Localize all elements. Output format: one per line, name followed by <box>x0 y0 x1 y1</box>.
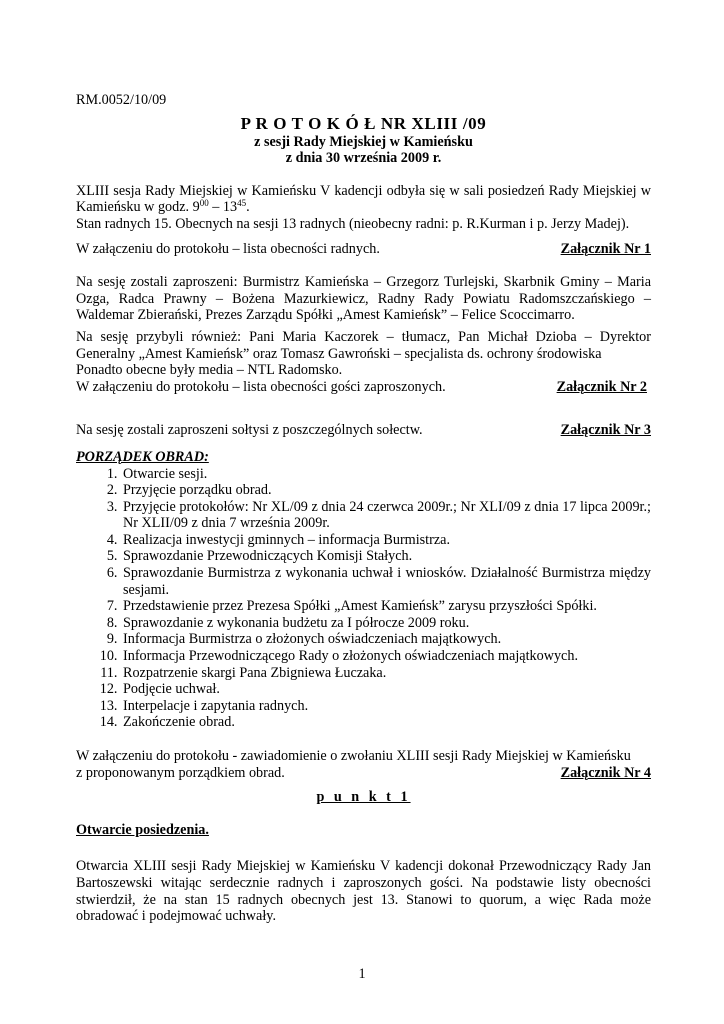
agenda-item: 3. Przyjęcie protokołów: Nr XL/09 z dnia 24 czerwca 2009r.; Nr XLI/09 z dnia 17 lipca 2009r.; Nr XLII/09 z dnia 7 września 2009r. <box>121 499 651 532</box>
agenda-item: 5. Sprawozdanie Przewodniczących Komisji Stałych. <box>121 548 651 565</box>
agenda-item: 7. Przedstawienie przez Prezesa Spółki „Amest Kamieńsk” zarysu przyszłości Spółki. <box>121 598 651 615</box>
attendance-line: Stan radnych 15. Obecnych na sesji 13 radnych (nieobecny radni: p. R.Kurman i p. Jerzy Madej). <box>76 215 630 232</box>
document-reference: RM.0052/10/09 <box>76 92 167 108</box>
agenda-item: 4. Realizacja inwestycji gminnych – informacja Burmistrza. <box>121 532 651 549</box>
agenda-heading: PORZĄDEK OBRAD: <box>76 448 209 465</box>
attachment-3-label: Załącznik Nr 3 <box>560 422 651 439</box>
attachment-2-text: W załączeniu do protokołu – lista obecności gości zaproszonych. <box>76 378 446 395</box>
attachment-2-label: Załącznik Nr 2 <box>556 378 647 395</box>
document-subtitle-session: z sesji Rady Miejskiej w Kamieńsku <box>254 133 473 150</box>
agenda-item: 11. Rozpatrzenie skargi Pana Zbigniewa Łuczaka. <box>121 665 651 682</box>
arrived-guests-paragraph: Na sesję przybyli również: Pani Maria Kaczorek – tłumacz, Pan Michał Dzioba – Dyrektor Generalny „Amest Kamieńsk” oraz Tomasz Gawroński – specjalista ds. ochrony środowiska <box>76 328 651 362</box>
attachment-1-row <box>76 241 651 258</box>
page-number: 1 <box>358 966 366 982</box>
agenda-item: 6. Sprawozdanie Burmistrza z wykonania uchwał i wniosków. Działalność Burmistrza między sesjami. <box>121 565 651 598</box>
agenda-item: 13. Interpelacje i zapytania radnych. <box>121 698 651 715</box>
intro-text: XLIII sesja Rady Miejskiej w Kamieńsku V kadencji odbyła się w sali posiedzeń Rady Miejskiej w Kamieńsku w godz. 9 <box>76 182 651 216</box>
point-1-heading: p u n k t 1 <box>316 789 411 806</box>
attachment-3-row <box>76 422 651 439</box>
agenda-item: 12. Podjęcie uchwał. <box>121 681 651 698</box>
intro-paragraph <box>76 183 651 216</box>
media-line: Ponadto obecne były media – NTL Radomsko. <box>76 362 343 379</box>
attachment-1-text: W załączeniu do protokołu – lista obecności radnych. <box>76 240 380 257</box>
agenda-item: 10. Informacja Przewodniczącego Rady o złożonych oświadczeniach majątkowych. <box>121 648 651 665</box>
intro-dot: . <box>246 199 250 216</box>
point-1-subheading: Otwarcie posiedzenia. <box>76 821 209 838</box>
attachment-1-label: Załącznik Nr 1 <box>560 240 651 257</box>
attachment-4-row <box>76 765 651 782</box>
agenda-item: 1. Otwarcie sesji. <box>121 466 651 483</box>
attachment-3-text: Na sesję zostali zaproszeni sołtysi z poszczególnych sołectw. <box>76 422 423 439</box>
agenda-item: 2. Przyjęcie porządku obrad. <box>121 482 651 499</box>
attachment-4-text-line1: W załączeniu do protokołu - zawiadomienie o zwołaniu XLIII sesji Rady Miejskiej w Kamieńsku <box>76 748 631 764</box>
document-title: P R O T O K Ó Ł NR XLIII /09 <box>240 113 487 133</box>
invited-guests-paragraph: Na sesję zostali zaproszeni: Burmistrz Kamieńska – Grzegorz Turlejski, Skarbnik Gminy – Maria Ozga, Radca Prawny – Bożena Mazurkiewicz, Radny Rady Powiatu Radomszczańskiego – Waldemar Zbierański, Prezes Zarządu Spółki „Amest Kamieńsk” – Felice Scoccimarro. <box>76 274 651 324</box>
agenda-list <box>76 466 651 732</box>
agenda-item: 14. Zakończenie obrad. <box>121 714 651 731</box>
agenda-item: 8. Sprawozdanie z wykonania budżetu za I półrocze 2009 roku. <box>121 615 651 632</box>
attachment-4-text-line2: z proponowanym porządkiem obrad. <box>76 764 285 781</box>
time-start-superscript: 00 <box>199 198 209 209</box>
attachment-4-label: Załącznik Nr 4 <box>560 764 651 781</box>
attachment-2-row <box>76 379 651 396</box>
point-1-body: Otwarcia XLIII sesji Rady Miejskiej w Kamieńsku V kadencji dokonał Przewodniczący Rady Jan Bartoszewski witając serdecznie radnych i zaproszonych gości. Na podstawie listy obecności stwierdził, że na stan 15 radnych obecnych jest 13. Stanowi to quorum, a więc Rada może obradować i podejmować uchwały. <box>76 858 651 925</box>
document-subtitle-date: z dnia 30 września 2009 r. <box>285 150 442 167</box>
intro-dash: – 13 <box>208 199 238 216</box>
agenda-item: 9. Informacja Burmistrza o złożonych oświadczeniach majątkowych. <box>121 631 651 648</box>
time-end-superscript: 45 <box>237 198 247 209</box>
